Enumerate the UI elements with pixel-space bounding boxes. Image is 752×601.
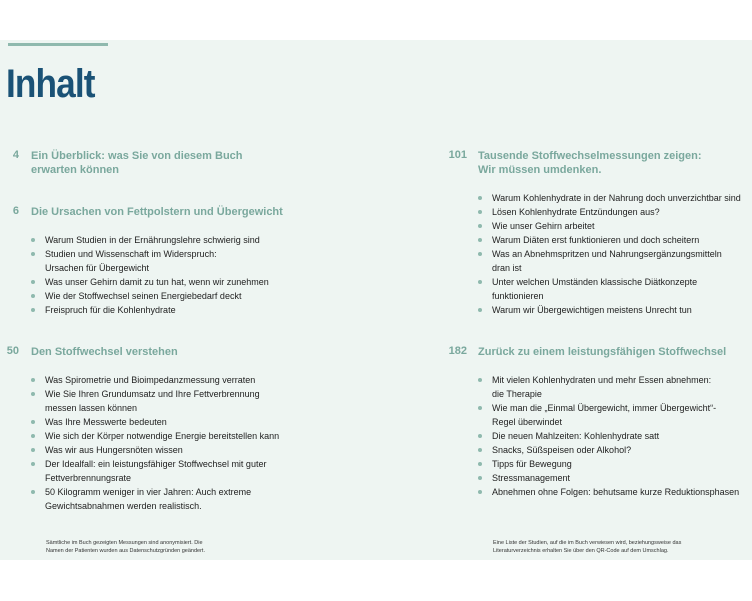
- list-item: 50 Kilogramm weniger in vier Jahren: Auch extreme Gewichtsabnahmen werden realistisch.: [30, 485, 300, 513]
- section-item-list: [477, 373, 752, 499]
- section-title: Die Ursachen von Fettpolstern und Übergewicht: [31, 206, 283, 218]
- list-item: Warum wir Übergewichtigen meistens Unrecht tun: [477, 303, 752, 317]
- list-item: Wie man die „Einmal Übergewicht, immer Übergewicht“- Regel überwindet: [477, 401, 752, 429]
- list-item: Wie der Stoffwechsel seinen Energiebedarf deckt: [30, 289, 300, 303]
- footnote-right: Eine Liste der Studien, auf die im Buch verwiesen wird, beziehungsweise das Literaturverzeichnis erhalten Sie über den QR-Code auf dem Umschlag.: [493, 540, 682, 554]
- list-item: Freispruch für die Kohlenhydrate: [30, 303, 300, 317]
- list-item: Tipps für Bewegung: [477, 457, 752, 471]
- list-item: Warum Diäten erst funktionieren und doch scheitern: [477, 233, 752, 247]
- list-item: Wie Sie Ihren Grundumsatz und Ihre Fettverbrennung messen lassen können: [30, 387, 300, 415]
- section-page-number: 182: [448, 345, 467, 357]
- footnote-left: Sämtliche im Buch gezeigten Messungen sind anonymisiert. Die Namen der Patienten wurden aus Datenschutzgründen geändert.: [46, 540, 205, 554]
- list-item: Warum Studien in der Ernährungslehre schwierig sind: [30, 233, 300, 247]
- section-page-number: 50: [6, 345, 19, 357]
- section-title: Ein Überblick: was Sie von diesem Buch erwarten können: [31, 150, 243, 176]
- list-item: Warum Kohlenhydrate in der Nahrung doch unverzichtbar sind: [477, 191, 752, 205]
- list-item: Was unser Gehirn damit zu tun hat, wenn wir zunehmen: [30, 275, 300, 289]
- list-item: Was an Abnehmspritzen und Nahrungsergänzungsmitteln dran ist: [477, 247, 752, 275]
- section-page-number: 101: [448, 149, 467, 161]
- accent-rule: [8, 43, 108, 46]
- list-item: Snacks, Süßspeisen oder Alkohol?: [477, 443, 752, 457]
- section-title: Tausende Stoffwechselmessungen zeigen: Wir müssen umdenken.: [478, 150, 702, 176]
- section-title: Zurück zu einem leistungsfähigen Stoffwechsel: [478, 346, 727, 358]
- list-item: Was wir aus Hungersnöten wissen: [30, 443, 300, 457]
- section-item-list: [30, 233, 300, 317]
- list-item: Die neuen Mahlzeiten: Kohlenhydrate satt: [477, 429, 752, 443]
- list-item: Der Idealfall: ein leistungsfähiger Stoffwechsel mit guter Fettverbrennungsrate: [30, 457, 300, 485]
- list-item: Was Spirometrie und Bioimpedanzmessung verraten: [30, 373, 300, 387]
- page-title: Inhalt: [6, 62, 95, 106]
- section-title: Den Stoffwechsel verstehen: [31, 346, 178, 358]
- list-item: Was Ihre Messwerte bedeuten: [30, 415, 300, 429]
- section-item-list: [30, 373, 300, 513]
- section-page-number: 6: [12, 205, 19, 217]
- list-item: Mit vielen Kohlenhydraten und mehr Essen abnehmen: die Therapie: [477, 373, 752, 401]
- list-item: Abnehmen ohne Folgen: behutsame kurze Reduktionsphasen: [477, 485, 752, 499]
- section-item-list: [477, 191, 752, 317]
- list-item: Unter welchen Umständen klassische Diätkonzepte funktionieren: [477, 275, 752, 303]
- section-page-number: 4: [12, 149, 19, 161]
- list-item: Wie sich der Körper notwendige Energie bereitstellen kann: [30, 429, 300, 443]
- list-item: Lösen Kohlenhydrate Entzündungen aus?: [477, 205, 752, 219]
- list-item: Stressmanagement: [477, 471, 752, 485]
- list-item: Wie unser Gehirn arbeitet: [477, 219, 752, 233]
- list-item: Studien und Wissenschaft im Widerspruch: Ursachen für Übergewicht: [30, 247, 300, 275]
